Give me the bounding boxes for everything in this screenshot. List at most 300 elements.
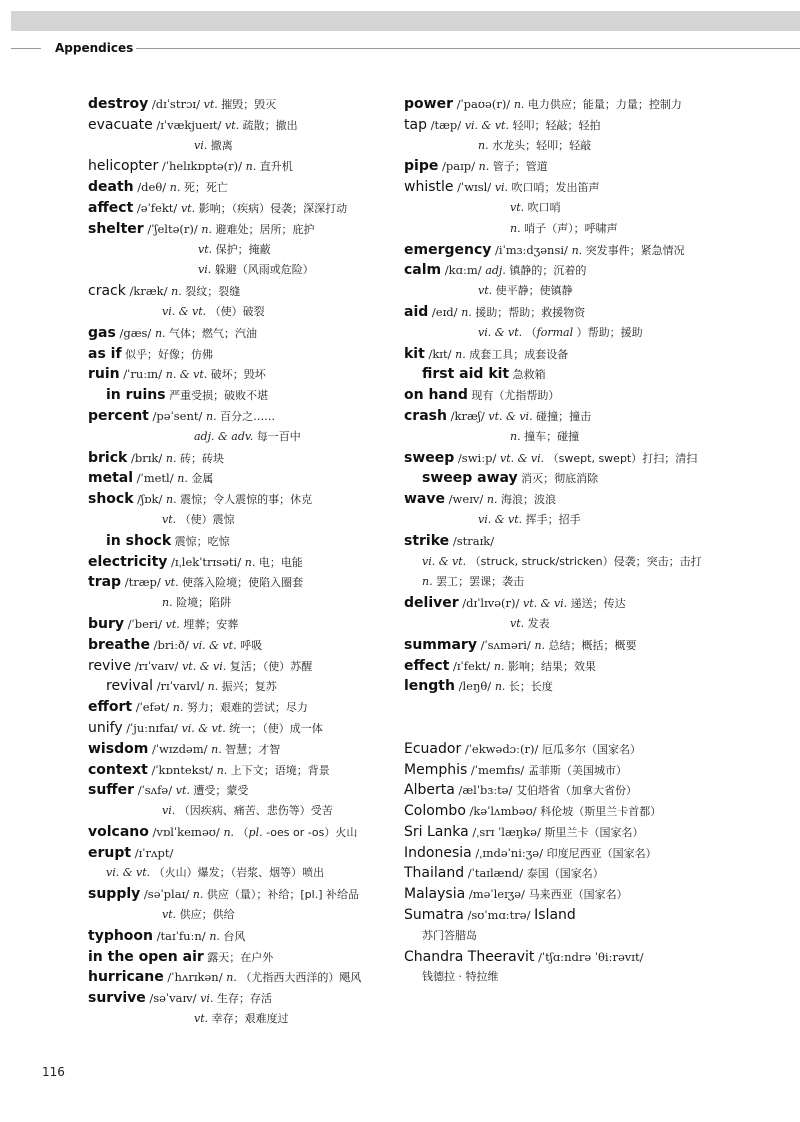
phonetic: /ˈʃeltə(r)/ xyxy=(143,221,202,236)
definition: 孟菲斯（美国城市） xyxy=(527,763,627,777)
definition: 发表 xyxy=(524,616,550,630)
part-of-speech: n. xyxy=(493,659,505,673)
definition: 智慧；才智 xyxy=(221,742,281,756)
part-of-speech: vi. xyxy=(194,138,208,152)
headword: in shock xyxy=(106,532,172,549)
definition: 努力；艰难的尝试；尽力 xyxy=(183,701,308,715)
phonetic: /əˈfekt/ xyxy=(133,200,181,215)
definition: 百分之…… xyxy=(216,409,276,423)
headword: context xyxy=(88,761,148,778)
part-of-speech: vi. xyxy=(494,181,509,195)
vocab-entry xyxy=(88,406,398,427)
vocab-entry xyxy=(404,489,744,510)
vocab-entry xyxy=(88,572,398,593)
vocab-entry xyxy=(88,302,398,323)
phonetic: /ˈberi/ xyxy=(124,616,166,631)
headword: percent xyxy=(88,407,149,424)
part-of-speech: n. xyxy=(211,742,222,756)
headword: calm xyxy=(404,262,442,279)
vocab-entry xyxy=(404,302,744,323)
phonetic: /paɪp/ xyxy=(438,159,479,174)
definition: 斯里兰卡（国家名） xyxy=(544,825,644,839)
definition: 砖；砖块 xyxy=(176,451,225,465)
part-of-speech: n. xyxy=(192,888,204,902)
vocab-entry xyxy=(88,510,398,531)
headword: erupt xyxy=(88,844,132,861)
vocab-entry xyxy=(404,281,744,302)
part-of-speech: n. xyxy=(201,222,213,236)
headword: as if xyxy=(88,345,122,362)
definition: 长；长度 xyxy=(505,680,553,694)
definition: 撞车；碰撞 xyxy=(520,429,580,443)
definition: 供应（量）；补给；[pl.] 补给品 xyxy=(203,888,360,902)
vocab-entry xyxy=(404,240,744,261)
phonetic: /rɪˈvaɪv/ xyxy=(131,658,183,673)
definition: 厄瓜多尔（国家名） xyxy=(542,742,641,756)
phonetic: /ˈsʌfə/ xyxy=(134,783,176,798)
phonetic: /ɪˈfekt/ xyxy=(449,658,494,673)
definition: 急救箱 xyxy=(509,368,546,382)
phonetic: /ˌsrɪ ˈlæŋkə/ xyxy=(468,824,545,839)
part-of-speech: vt. xyxy=(194,1012,209,1026)
phonetic: /eɪd/ xyxy=(428,304,462,319)
vocab-entry xyxy=(88,718,398,739)
part-of-speech: n. xyxy=(206,409,217,423)
part-of-speech: n. & vt. xyxy=(165,368,208,382)
headword: ruin xyxy=(88,366,120,383)
vocab-entry xyxy=(404,427,744,448)
vocab-entry xyxy=(88,468,398,489)
part-of-speech: vt. xyxy=(198,242,213,256)
headword: length xyxy=(404,678,455,695)
definition: 马来西亚（国家名） xyxy=(528,888,628,902)
vocab-entry xyxy=(88,656,398,677)
definition: 科伦坡（斯里兰卡首都） xyxy=(540,805,662,819)
vocab-entry xyxy=(404,115,744,136)
vocab-entry xyxy=(88,635,398,656)
part-of-speech: vt. xyxy=(510,200,525,214)
proper-name: Alberta xyxy=(404,782,455,799)
part-of-speech: n. xyxy=(510,429,521,443)
definition: 现有（尤指帮助） xyxy=(467,389,560,403)
part-of-speech: vi. xyxy=(162,804,176,818)
vocab-entry xyxy=(404,822,744,843)
vocab-entry xyxy=(88,760,398,781)
definition: -oes or -os）火山 xyxy=(262,825,358,839)
proper-name: Island xyxy=(534,907,576,924)
definition: 轻叩；轻敲；轻拍 xyxy=(508,118,601,132)
blank-line xyxy=(404,697,744,718)
vocab-entry xyxy=(404,510,744,531)
part-of-speech: n. xyxy=(244,555,256,569)
definition: 成套工具；成套设备 xyxy=(465,347,569,361)
vocab-entry xyxy=(404,863,744,884)
vocab-entry xyxy=(88,156,398,177)
headword: effort xyxy=(88,699,133,716)
definition: 海浪；波浪 xyxy=(497,493,556,507)
vocab-entry xyxy=(404,198,744,219)
vocab-entry xyxy=(404,344,744,365)
definition: 气体；燃气；汽油 xyxy=(165,326,258,340)
phonetic: /kræʃ/ xyxy=(446,408,489,423)
phonetic: /rɪˈvaɪvl/ xyxy=(153,679,208,694)
definition: 裂纹；裂缝 xyxy=(181,285,241,299)
definition: 每一百中 xyxy=(253,429,301,443)
vocab-entry xyxy=(88,385,398,406)
phonetic: /ˈwɪsl/ xyxy=(453,180,495,195)
proper-name: Malaysia xyxy=(404,886,466,903)
part-of-speech: n. xyxy=(486,493,498,507)
vocab-entry xyxy=(88,136,398,157)
vocab-entry xyxy=(404,406,744,427)
headword: crash xyxy=(404,407,447,424)
definition: 似乎；好像；仿佛 xyxy=(121,347,214,361)
part-of-speech: vt. & vi. xyxy=(488,409,533,423)
part-of-speech: pl. xyxy=(248,825,263,839)
proper-name: Sri Lanka xyxy=(404,823,469,840)
headword: bury xyxy=(88,615,125,632)
headword: aid xyxy=(404,303,429,320)
headword: affect xyxy=(88,199,134,216)
vocab-entry xyxy=(404,843,744,864)
definition: 震惊；吃惊 xyxy=(171,534,230,548)
definition: 突发事件；紧急情况 xyxy=(582,243,685,257)
phonetic: /ˈtaɪlænd/ xyxy=(464,866,527,881)
part-of-speech: vt. xyxy=(180,201,196,215)
headword: typhoon xyxy=(88,927,154,944)
part-of-speech: n. xyxy=(162,596,173,610)
headword: shock xyxy=(88,491,134,508)
vocab-entry xyxy=(88,281,398,302)
definition: 上下文；语境；背景 xyxy=(227,763,330,777)
vocab-entry xyxy=(88,219,398,240)
definition: 苏门答腊岛 xyxy=(422,928,477,942)
vocab-entry xyxy=(88,926,398,947)
definition: 呼吸 xyxy=(236,638,263,652)
part-of-speech: n. xyxy=(571,243,583,257)
vocab-entry xyxy=(404,947,744,968)
part-of-speech: vt. & vi. xyxy=(523,597,568,611)
part-of-speech: n. xyxy=(226,971,237,985)
part-of-speech: n. xyxy=(510,221,521,235)
vocab-entry xyxy=(404,552,744,573)
part-of-speech: vi. & vt. xyxy=(181,721,226,735)
part-of-speech: vi. & vt. xyxy=(478,325,523,339)
definition: 统一；（使）成一体 xyxy=(225,721,323,735)
part-of-speech: vi. xyxy=(200,992,214,1006)
phonetic: /sʊˈmɑːtrə/ xyxy=(463,908,535,923)
phonetic: /ʃɒk/ xyxy=(133,492,167,507)
vocab-entry xyxy=(88,988,398,1009)
headword: pipe xyxy=(404,158,439,175)
part-of-speech: n. xyxy=(216,763,228,777)
headword: brick xyxy=(88,449,128,466)
headword: gas xyxy=(88,324,116,341)
headword: revive xyxy=(88,657,132,674)
definition: 震惊；令人震惊的事；休克 xyxy=(176,493,313,507)
definition: 总结；概括；概要 xyxy=(545,638,637,652)
vocab-entry xyxy=(404,468,744,489)
phonetic: /dɪˈlɪvə(r)/ xyxy=(458,596,524,611)
headword: in the open air xyxy=(88,948,204,965)
vocab-entry xyxy=(88,489,398,510)
phonetic: /deθ/ xyxy=(133,180,170,195)
vocab-entry xyxy=(404,531,744,552)
proper-name: Chandra Theeravit xyxy=(404,948,535,965)
headword: hurricane xyxy=(88,969,164,986)
part-of-speech: adj. & adv. xyxy=(194,429,254,443)
part-of-speech: n. xyxy=(207,680,219,694)
part-of-speech: vi. & vt. xyxy=(464,118,509,132)
headword: summary xyxy=(404,636,477,653)
phonetic: /gæs/ xyxy=(115,325,155,340)
headword: strike xyxy=(404,532,450,549)
phonetic: /kɪt/ xyxy=(424,346,456,361)
headword: survive xyxy=(88,990,146,1007)
vocab-entry xyxy=(88,94,398,115)
vocab-entry xyxy=(404,136,744,157)
definition: 泰国（国家名） xyxy=(526,867,604,881)
headword: trap xyxy=(88,574,122,591)
vocab-entry xyxy=(88,115,398,136)
headword: deliver xyxy=(404,595,459,612)
part-of-speech: n. xyxy=(154,326,166,340)
headword: electricity xyxy=(88,553,168,570)
phonetic: /briːð/ xyxy=(150,637,193,652)
definition: 递送；传达 xyxy=(567,597,626,611)
vocab-entry xyxy=(404,364,744,385)
definition: （使）震惊 xyxy=(176,512,235,526)
vocab-entry xyxy=(88,260,398,281)
part-of-speech: adj. xyxy=(485,264,506,278)
definition: （ xyxy=(234,825,249,839)
headword: tap xyxy=(404,116,427,133)
definition: 电力供应；能量；力量；控制力 xyxy=(524,98,682,111)
vocab-entry xyxy=(404,614,744,635)
headword: in ruins xyxy=(106,387,166,404)
part-of-speech: n. xyxy=(165,451,177,465)
definition: 险境；陷阱 xyxy=(172,596,232,610)
part-of-speech: vt. xyxy=(510,616,525,630)
headword: shelter xyxy=(88,220,144,237)
headword: on hand xyxy=(404,387,468,404)
phonetic: /kəˈlʌmbəʊ/ xyxy=(465,804,541,819)
part-of-speech: formal xyxy=(536,325,574,339)
vocab-entry xyxy=(404,593,744,614)
vocab-entry xyxy=(88,614,398,635)
headword: supply xyxy=(88,886,141,903)
phonetic: /ɪˌlekˈtrɪsəti/ xyxy=(167,554,245,569)
definition: 躲避（风雨或危险） xyxy=(211,263,314,277)
definition: 直升机 xyxy=(256,160,293,174)
header-rule-right xyxy=(136,48,800,49)
header-bar xyxy=(11,11,800,31)
definition: 水龙头；轻叩；轻敲 xyxy=(488,138,592,152)
phonetic: /iˈmɜːdʒənsi/ xyxy=(491,242,572,257)
phonetic: /swiːp/ xyxy=(454,450,501,465)
phonetic: /taɪˈfuːn/ xyxy=(153,928,210,943)
phonetic: /pəˈsent/ xyxy=(148,408,206,423)
proper-name: Thailand xyxy=(404,865,465,882)
vocab-entry xyxy=(88,676,398,697)
part-of-speech: n. xyxy=(513,98,525,111)
part-of-speech: vi. & vt. xyxy=(478,512,523,526)
proper-name: Sumatra xyxy=(404,907,464,924)
part-of-speech: n. xyxy=(478,160,490,174)
vocab-entry xyxy=(404,572,744,593)
part-of-speech: vt. xyxy=(175,784,190,798)
definition: 使落入险境；使陷入圈套 xyxy=(178,576,304,590)
definition: 摧毁；毁灭 xyxy=(217,98,277,111)
phonetic: /straɪk/ xyxy=(449,533,495,548)
phonetic: /səˈvaɪv/ xyxy=(145,991,201,1006)
definition: 管子；管道 xyxy=(489,160,548,174)
phonetic: /ˈekwədɔː(r)/ xyxy=(461,741,542,756)
definition: 印度尼西亚（国家名） xyxy=(546,846,657,860)
vocab-entry xyxy=(88,448,398,469)
phonetic: /vɒlˈkeɪnəʊ/ xyxy=(148,824,224,839)
phonetic: /ˈpaʊə(r)/ xyxy=(452,97,514,111)
definition: 消灭；彻底消除 xyxy=(517,472,599,486)
proper-name: Colombo xyxy=(404,803,466,820)
headword: death xyxy=(88,179,134,196)
definition: 幸存；艰难度过 xyxy=(208,1012,289,1026)
vocab-entry xyxy=(404,385,744,406)
part-of-speech: n. xyxy=(169,181,181,195)
vocab-entry xyxy=(88,198,398,219)
headword: unify xyxy=(88,719,123,736)
vocab-entry xyxy=(404,801,744,822)
definition: 碰撞；撞击 xyxy=(532,409,592,423)
headword: crack xyxy=(88,283,126,300)
phonetic: /ˈtʃɑːndrə ˈθiːrəvɪt/ xyxy=(534,949,644,964)
part-of-speech: vt. & vi. xyxy=(500,451,545,465)
definition: 台风 xyxy=(219,929,246,943)
vocab-entry xyxy=(404,94,744,115)
vocab-entry xyxy=(88,344,398,365)
vocab-entry xyxy=(404,260,744,281)
vocab-entry xyxy=(404,177,744,198)
phonetic: /ˌɪndəˈniːʒə/ xyxy=(471,845,547,860)
definition: （struck, struck/stricken）侵袭；突击；击打 xyxy=(466,554,702,568)
definition: 吹口哨；发出笛声 xyxy=(508,181,600,195)
vocab-entry xyxy=(88,822,398,843)
definition: 哨子（声）；呼啸声 xyxy=(520,221,618,235)
definition: 埋葬；安葬 xyxy=(179,617,239,631)
phonetic: /məˈleɪʒə/ xyxy=(465,887,529,902)
definition: 露天；在户外 xyxy=(203,950,274,964)
vocab-entry xyxy=(88,967,398,988)
vocab-entry xyxy=(88,1009,398,1030)
part-of-speech: n. xyxy=(422,575,433,589)
blank-line xyxy=(404,718,744,739)
phonetic: /ˈjuːnɪfaɪ/ xyxy=(122,720,182,735)
definition: 振兴；复苏 xyxy=(218,680,277,694)
part-of-speech: n. xyxy=(209,929,220,943)
page-number: 116 xyxy=(42,1065,65,1079)
definition: 金属 xyxy=(187,472,214,486)
headword: metal xyxy=(88,470,134,487)
phonetic: /ˈkɒntekst/ xyxy=(147,762,217,777)
phonetic: /kɑːm/ xyxy=(441,263,486,278)
definition: （因疾病、痛苦、悲伤等）受苦 xyxy=(175,804,333,818)
vocab-entry xyxy=(88,739,398,760)
part-of-speech: n. xyxy=(223,825,235,839)
vocab-entry xyxy=(404,905,744,926)
part-of-speech: vi. & vt. xyxy=(192,638,237,652)
part-of-speech: n. xyxy=(171,285,182,299)
vocab-entry xyxy=(404,635,744,656)
definition: 钱德拉 · 特拉维 xyxy=(422,970,499,984)
section-title: Appendices xyxy=(55,41,134,55)
vocab-entry xyxy=(404,780,744,801)
definition: 生存；存活 xyxy=(213,992,272,1006)
vocab-entry xyxy=(88,947,398,968)
headword: breathe xyxy=(88,636,151,653)
definition: 保护；掩蔽 xyxy=(212,242,271,256)
vocab-entry xyxy=(88,427,398,448)
vocab-entry xyxy=(404,884,744,905)
vocab-entry xyxy=(88,801,398,822)
vocab-entry xyxy=(404,676,744,697)
headword: revival xyxy=(106,678,153,695)
headword: sweep away xyxy=(422,470,518,487)
headword: volcano xyxy=(88,823,149,840)
header-rule-left xyxy=(11,48,41,49)
part-of-speech: n. xyxy=(461,305,472,319)
definition: 破坏；毁坏 xyxy=(207,368,266,382)
definition: 遭受；蒙受 xyxy=(189,784,249,798)
part-of-speech: n. xyxy=(166,493,177,507)
phonetic: /ælˈbɜːtə/ xyxy=(454,783,517,798)
proper-name: Ecuador xyxy=(404,740,462,757)
definition: （使）破裂 xyxy=(206,304,265,318)
phonetic: /ˈhelɪkɒptə(r)/ xyxy=(158,159,246,174)
part-of-speech: n. xyxy=(177,472,188,486)
definition: 吹口哨 xyxy=(524,200,561,214)
definition: （ xyxy=(522,325,537,339)
phonetic: /səˈplaɪ/ xyxy=(140,887,193,902)
phonetic: /ˈmetl/ xyxy=(133,471,178,486)
vocab-entry xyxy=(88,863,398,884)
part-of-speech: vi. & vt. xyxy=(106,866,151,880)
vocab-entry xyxy=(88,531,398,552)
phonetic: /ˈruːɪn/ xyxy=(119,367,166,382)
proper-name: Indonesia xyxy=(404,844,472,861)
definition: 影响；结果；效果 xyxy=(504,659,596,673)
headword: wave xyxy=(404,491,446,508)
part-of-speech: n. xyxy=(455,347,466,361)
vocab-entry xyxy=(404,967,744,988)
vocab-entry xyxy=(404,926,744,947)
vocab-entry xyxy=(88,905,398,926)
part-of-speech: vt. xyxy=(225,118,240,132)
vocab-entry xyxy=(404,219,744,240)
definition: ）帮助；援助 xyxy=(573,325,643,339)
definition: 死；死亡 xyxy=(180,181,228,195)
phonetic: /ɪˈrʌpt/ xyxy=(131,845,174,860)
part-of-speech: n. xyxy=(172,701,184,715)
definition: 艾伯塔省（加拿大省份） xyxy=(516,784,638,798)
vocab-entry xyxy=(404,156,744,177)
definition: （swept, swept）打扫；清扫 xyxy=(544,451,698,465)
headword: power xyxy=(404,96,453,112)
headword: whistle xyxy=(404,179,454,196)
vocab-entry xyxy=(88,240,398,261)
definition: 严重受损；破败不堪 xyxy=(165,389,269,403)
headword: kit xyxy=(404,345,425,362)
vocab-entry xyxy=(88,593,398,614)
